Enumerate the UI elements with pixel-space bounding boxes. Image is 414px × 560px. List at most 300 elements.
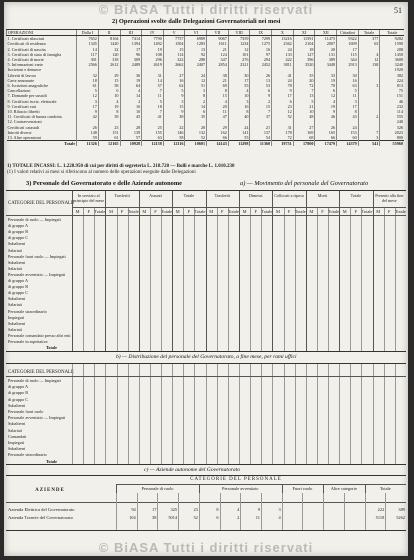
cell-value: 16: [250, 47, 272, 52]
cell-value: 8: [207, 88, 229, 93]
section-3b-title: b) — Distribuzione del personale del Governatorato, a fine mese, per rami uffici: [116, 354, 297, 360]
col-month: XII: [315, 30, 337, 36]
cell-value: 37: [250, 114, 272, 119]
cell-value: 9322: [337, 36, 359, 42]
cell-value: 14: [142, 78, 164, 83]
header-rule: [72, 207, 406, 208]
cell-value: 8: [216, 507, 219, 512]
row-label: di gruppo B: [8, 229, 29, 235]
header-categorie: CATEGORIE DEL PERSONALE: [190, 477, 282, 482]
cell-value: 8: [98, 109, 120, 114]
cell-value: 9: [250, 93, 272, 98]
cell-value: 4: [237, 507, 240, 512]
cell-value: 26: [315, 125, 337, 130]
section-3-title: 3) Personale del Governatorato e delle Aziende autonome: [26, 180, 183, 187]
row-label: Personale straordinario: [8, 452, 47, 458]
cell-value: 52: [185, 135, 207, 141]
cell-value: 2407: [185, 62, 207, 67]
cell-value: 55: [228, 135, 250, 141]
cell-value: 2: [120, 99, 142, 104]
cell-value: 27: [293, 125, 315, 130]
row-label: di gruppo B: [8, 390, 29, 396]
cell-value: 15: [98, 78, 120, 83]
cell-value: 17: [77, 104, 99, 109]
col-operazioni: OPERAZIONI: [7, 30, 77, 36]
row-label: 2. Certificati di nascita: [7, 46, 46, 52]
cell-value: 294: [250, 57, 272, 62]
sub-header: M: [209, 209, 214, 214]
sub-header: F: [87, 209, 90, 214]
cell-value: 104: [129, 515, 136, 520]
cell-value: 59: [77, 135, 99, 141]
sub-header: F: [287, 209, 291, 214]
cell-value: 11: [255, 515, 260, 520]
cell-value: 2104: [293, 41, 315, 46]
cell-value: 7757: [163, 36, 185, 42]
sub-header: M: [75, 209, 80, 214]
cell-value: 96: [120, 52, 142, 57]
cell-value: 3600: [380, 57, 404, 62]
row-label: 1. Certificati rilasciati: [7, 36, 45, 42]
section-3a-subtitle: a) — Movimento del personale del Governatorato: [240, 180, 369, 187]
col-month: VIII: [228, 30, 250, 36]
cell-value: 12: [315, 93, 337, 98]
cell-value: 7: [142, 88, 164, 93]
cell-value: 15: [163, 104, 185, 109]
cell-value: 9: [77, 109, 99, 114]
cell-value: 5118: [375, 515, 385, 520]
cell-value: 20: [315, 47, 337, 52]
cell-value: 6: [185, 109, 207, 114]
cell-value: 813: [380, 83, 404, 88]
cell-value: 124: [207, 52, 229, 57]
group-header: In servizio al principio del mese: [73, 193, 105, 203]
row-label: Personale fuori ruolo — Impiegati: [8, 253, 66, 259]
cell-value: 7299: [250, 36, 272, 42]
cell-value: 10: [293, 109, 315, 114]
sub-header: F: [154, 209, 157, 214]
cell-value: 389: [398, 507, 405, 512]
cell-value: 2: [358, 114, 380, 119]
group-header: Assunti: [149, 193, 162, 198]
cell-value: 120: [98, 52, 120, 57]
cell-value: 8164: [98, 36, 120, 42]
cell-value: 47: [207, 114, 229, 119]
cell-value: 232: [380, 104, 404, 109]
cell-value: 17: [120, 47, 142, 52]
cell-value: 422: [272, 57, 294, 62]
cell-value: 6: [250, 88, 272, 93]
sub-divider: [395, 207, 396, 351]
row-label: Personale di ruolo — Impiegati: [8, 378, 61, 383]
cell-value: 38: [207, 73, 229, 78]
col-month: VII: [207, 30, 229, 36]
total-value: 10928: [120, 141, 142, 147]
cell-value: 9282: [380, 36, 404, 42]
col-categoria: CATEGORIE DEL PERSONALE: [8, 201, 74, 206]
cell-value: 208: [380, 47, 404, 52]
cell-value: 137: [250, 130, 272, 135]
cell-value: 4: [358, 52, 380, 57]
cell-value: 1699: [337, 41, 359, 46]
cell-value: 114: [163, 52, 185, 57]
row-label: Certificati catastali: [7, 124, 40, 130]
row-label: di gruppo A: [8, 223, 29, 229]
cell-value: 7: [142, 109, 164, 114]
row-label: Cancellazioni: [7, 88, 31, 94]
cell-value: 101: [228, 52, 250, 57]
cell-value: 151: [380, 93, 404, 98]
col-aziende: AZIENDE: [35, 488, 65, 493]
total-value: 14143: [207, 141, 229, 147]
cell-value: 18: [293, 47, 315, 52]
sub-divider: [328, 207, 329, 351]
cell-value: 4: [228, 88, 250, 93]
sub-divider: [150, 207, 151, 351]
cell-value: 3: [228, 99, 250, 104]
cell-value: 64: [120, 83, 142, 88]
total-value: 12165: [98, 141, 120, 147]
group-header: Totale: [379, 486, 391, 491]
row-label: Impiegati: [8, 314, 25, 320]
row-label: Subalterni: [8, 259, 26, 265]
col-divider: [361, 364, 362, 464]
cell-value: 28: [120, 125, 142, 130]
total-value: 541: [358, 141, 380, 147]
cell-value: 1450: [380, 52, 404, 57]
cell-value: 20: [293, 78, 315, 83]
cell-value: 1420: [98, 41, 120, 46]
col-month: IX: [250, 30, 272, 36]
cell-value: 9067: [207, 36, 229, 42]
col-divider: [194, 364, 195, 464]
cell-value: 139: [120, 130, 142, 135]
cell-value: 347: [207, 57, 229, 62]
cell-value: 22: [163, 125, 185, 130]
cell-value: 4: [120, 88, 142, 93]
cell-value: 52: [272, 114, 294, 119]
col-categoria-b: CATEGORIE DEL PERSONALE: [8, 370, 74, 375]
col-divider: [139, 364, 140, 464]
col-month: VI: [185, 30, 207, 36]
col-divider: [72, 364, 73, 464]
cell-value: 61: [77, 83, 99, 88]
cell-value: 396: [293, 57, 315, 62]
cell-value: 16: [163, 78, 185, 83]
document-page: [4, 2, 408, 556]
sub-header: Totale: [261, 209, 273, 214]
cell-value: 1590: [380, 41, 404, 46]
cell-value: 41: [142, 114, 164, 119]
sub-header: M: [142, 209, 147, 214]
cell-value: 2: [250, 99, 272, 104]
cell-value: 61: [98, 135, 120, 141]
cell-value: 326: [380, 125, 404, 130]
cell-value: 17: [272, 93, 294, 98]
row-label: Azienda Tranvie del Governatorato: [8, 515, 73, 520]
cell-value: 153: [337, 130, 359, 135]
header-rule: [6, 502, 406, 503]
cell-value: 1345: [77, 41, 99, 46]
cell-value: 36: [120, 73, 142, 78]
cell-value: 296: [142, 57, 164, 62]
cell-value: 19: [315, 104, 337, 109]
cell-value: 51: [185, 83, 207, 88]
col-divider: [206, 364, 207, 464]
cell-value: 40: [228, 114, 250, 119]
cell-value: 30: [337, 73, 359, 78]
cell-value: 6: [216, 515, 219, 520]
total-row: [7, 141, 405, 147]
cell-value: 18: [142, 104, 164, 109]
cell-value: 5: [163, 88, 185, 93]
sub-header: F: [120, 209, 124, 214]
cell-value: 114: [380, 109, 404, 114]
row-label: Salariati: [8, 326, 22, 332]
cell-value: 1504: [163, 41, 185, 46]
cell-value: 12: [272, 109, 294, 114]
cell-value: 43: [337, 114, 359, 119]
cell-value: 72: [293, 83, 315, 88]
cell-value: 377: [358, 36, 380, 42]
cell-value: 8: [337, 109, 359, 114]
header-rule: [6, 215, 406, 216]
cell-value: 13216: [272, 36, 294, 42]
sub-header: F: [388, 209, 391, 214]
sub-divider: [128, 207, 129, 351]
sub-divider: [228, 207, 229, 351]
cell-value: 127: [293, 52, 315, 57]
personnel-movement-table: [6, 190, 406, 352]
sub-divider: [83, 207, 84, 351]
cell-value: 16: [337, 78, 359, 83]
row-label: Personale straordinario: [8, 308, 47, 314]
cell-value: 224: [380, 78, 404, 83]
group-header: Totale: [350, 193, 362, 198]
col-divider: [94, 364, 95, 464]
cell-value: 11591: [293, 36, 315, 42]
cell-value: 132: [185, 130, 207, 135]
cell-value: 108: [142, 52, 164, 57]
cell-value: 2854: [207, 62, 229, 67]
cell-value: 5: [293, 99, 315, 104]
cell-value: 54: [250, 135, 272, 141]
col-divider: [239, 364, 240, 464]
col-month: IV: [142, 30, 164, 36]
cell-value: 97: [250, 52, 272, 57]
cell-value: 31: [142, 73, 164, 78]
cell-value: 17: [337, 104, 359, 109]
col-divider: [295, 364, 296, 464]
cell-value: 31: [272, 125, 294, 130]
cell-value: 30: [228, 73, 250, 78]
cell-value: 21: [293, 104, 315, 109]
row-label: 3. Certificati di stato di famiglia: [7, 51, 62, 57]
cell-value: 322: [163, 57, 185, 62]
group-header: Personale di ruolo: [141, 486, 174, 491]
col-month: II: [98, 30, 120, 36]
cell-value: 6: [315, 88, 337, 93]
row-label: Subalterni: [8, 402, 26, 408]
row-label: 4. Certificati di morte: [7, 57, 44, 63]
row-label: Libretti di lavoro: [7, 72, 37, 78]
cell-value: 66: [207, 135, 229, 141]
row-label: di gruppo A: [8, 278, 29, 283]
cell-value: 13: [293, 93, 315, 98]
sub-header: Totale: [227, 209, 239, 214]
cell-value: 11: [142, 93, 164, 98]
col-divider: [395, 364, 396, 464]
cell-value: 344: [337, 57, 359, 62]
row-label: di gruppo C: [8, 396, 29, 402]
col-divider: [161, 364, 162, 464]
row-label: 10. Rilascio libretti: [7, 109, 40, 115]
row-label: Azienda Elettrica del Governatorato: [8, 507, 75, 512]
row-label: Subalterni: [8, 241, 26, 247]
cell-value: 58: [98, 83, 120, 88]
cell-value: 17: [337, 47, 359, 52]
col-divider: [228, 364, 229, 464]
cell-value: 9: [315, 109, 337, 114]
cell-value: 46: [315, 114, 337, 119]
col-month: XI: [293, 30, 315, 36]
cell-value: 7: [250, 109, 272, 114]
cell-value: 19: [142, 47, 164, 52]
cell-value: 5262: [396, 515, 405, 520]
cell-value: 1234: [228, 41, 250, 46]
sub-divider: [217, 207, 218, 351]
cell-value: 138: [358, 62, 380, 67]
cell-value: 9: [272, 88, 294, 93]
cell-value: 2362: [272, 41, 294, 46]
cell-value: 10: [228, 93, 250, 98]
cell-value: 55: [228, 83, 250, 88]
cell-value: 24: [272, 78, 294, 83]
row-label: Personale fuori ruolo: [8, 409, 44, 414]
cell-value: 11: [337, 93, 359, 98]
total-value: 11360: [250, 141, 272, 147]
cell-value: 12: [358, 57, 380, 62]
col-divider: [323, 493, 324, 530]
cell-value: 38: [152, 515, 157, 520]
cell-value: 22: [98, 47, 120, 52]
cell-value: 2489: [120, 62, 142, 67]
cell-value: 141: [228, 130, 250, 135]
cell-value: 63: [142, 135, 164, 141]
cell-value: 39: [98, 114, 120, 119]
cell-value: 5014: [168, 515, 178, 520]
cell-value: 800: [380, 135, 404, 141]
cell-value: 20: [207, 104, 229, 109]
col-month: X: [272, 30, 294, 36]
watermark-bottom: © BiASA Tutti i diritti riservati: [98, 540, 314, 555]
col-divider: [384, 364, 385, 464]
sub-header: Totale: [328, 209, 340, 214]
col-divider: [117, 364, 118, 464]
cell-value: 48: [293, 114, 315, 119]
total-value: 19751: [272, 141, 294, 147]
col-divider: [306, 364, 307, 464]
sub-header: Totale: [161, 209, 173, 214]
cell-value: 21: [207, 47, 229, 52]
total-value: 17800: [293, 141, 315, 147]
cell-value: 3: [358, 135, 380, 141]
cell-value: 3811: [272, 62, 294, 67]
sub-header: F: [221, 209, 224, 214]
cell-value: 14: [77, 47, 99, 52]
cell-value: 9: [163, 109, 185, 114]
row-label: Comandati: [8, 433, 27, 439]
sub-divider: [317, 207, 318, 351]
row-label: 13. Altre operazioni: [7, 135, 41, 141]
cell-value: 148: [77, 130, 99, 135]
cell-value: 5: [77, 88, 99, 93]
col-month: Totale: [380, 30, 404, 36]
sub-header: F: [354, 209, 358, 214]
sub-divider: [350, 207, 351, 351]
row-label: di gruppo C: [8, 290, 29, 296]
total-value: 11326: [77, 141, 99, 147]
cell-value: 2: [185, 99, 207, 104]
cell-value: 57: [142, 83, 164, 88]
cell-value: 1492: [142, 41, 164, 46]
sub-divider: [361, 207, 362, 351]
row-label: Certificati di residenza: [7, 41, 46, 47]
row-label: Personale in aspettativa: [8, 339, 48, 344]
cell-value: 10: [120, 109, 142, 114]
cell-value: 2619: [142, 62, 164, 67]
sub-header: M: [242, 209, 247, 214]
cell-value: 2452: [250, 62, 272, 67]
cell-value: 240: [380, 119, 404, 124]
cell-value: 19: [120, 78, 142, 83]
sub-divider: [284, 207, 285, 351]
cell-value: 16: [228, 104, 250, 109]
cell-value: 8: [185, 93, 207, 98]
cell-value: 131: [315, 52, 337, 57]
cell-value: 45: [120, 114, 142, 119]
cell-value: 1920: [380, 67, 404, 72]
row-label: di gruppo B: [8, 284, 29, 290]
cell-value: 178: [272, 130, 294, 135]
cell-value: 2: [237, 515, 240, 520]
cell-value: 78: [272, 83, 294, 88]
cell-value: 29: [98, 73, 120, 78]
total-value: 55960: [380, 141, 404, 147]
cell-value: 5: [337, 88, 359, 93]
col-divider: [150, 364, 151, 464]
total-value: 10601: [185, 141, 207, 147]
cell-value: 11: [207, 109, 229, 114]
cell-value: 162: [207, 130, 229, 135]
cell-value: 24: [228, 125, 250, 130]
cell-value: 92: [185, 52, 207, 57]
cell-value: 58: [163, 135, 185, 141]
group-header: Fuori ruolo: [292, 486, 313, 491]
total-value: 12158: [142, 141, 164, 147]
total-label: Totale: [7, 141, 77, 147]
row-label: Salariati: [8, 427, 22, 433]
cell-value: 276: [228, 57, 250, 62]
aziende-table: [6, 475, 406, 531]
cell-value: 15: [207, 93, 229, 98]
cell-value: 133: [272, 52, 294, 57]
cell-value: 555: [380, 114, 404, 119]
cell-value: 35: [185, 114, 207, 119]
row-label: Subalterni: [8, 446, 26, 452]
cell-value: 4: [315, 99, 337, 104]
personnel-distribution-table: [6, 363, 406, 465]
